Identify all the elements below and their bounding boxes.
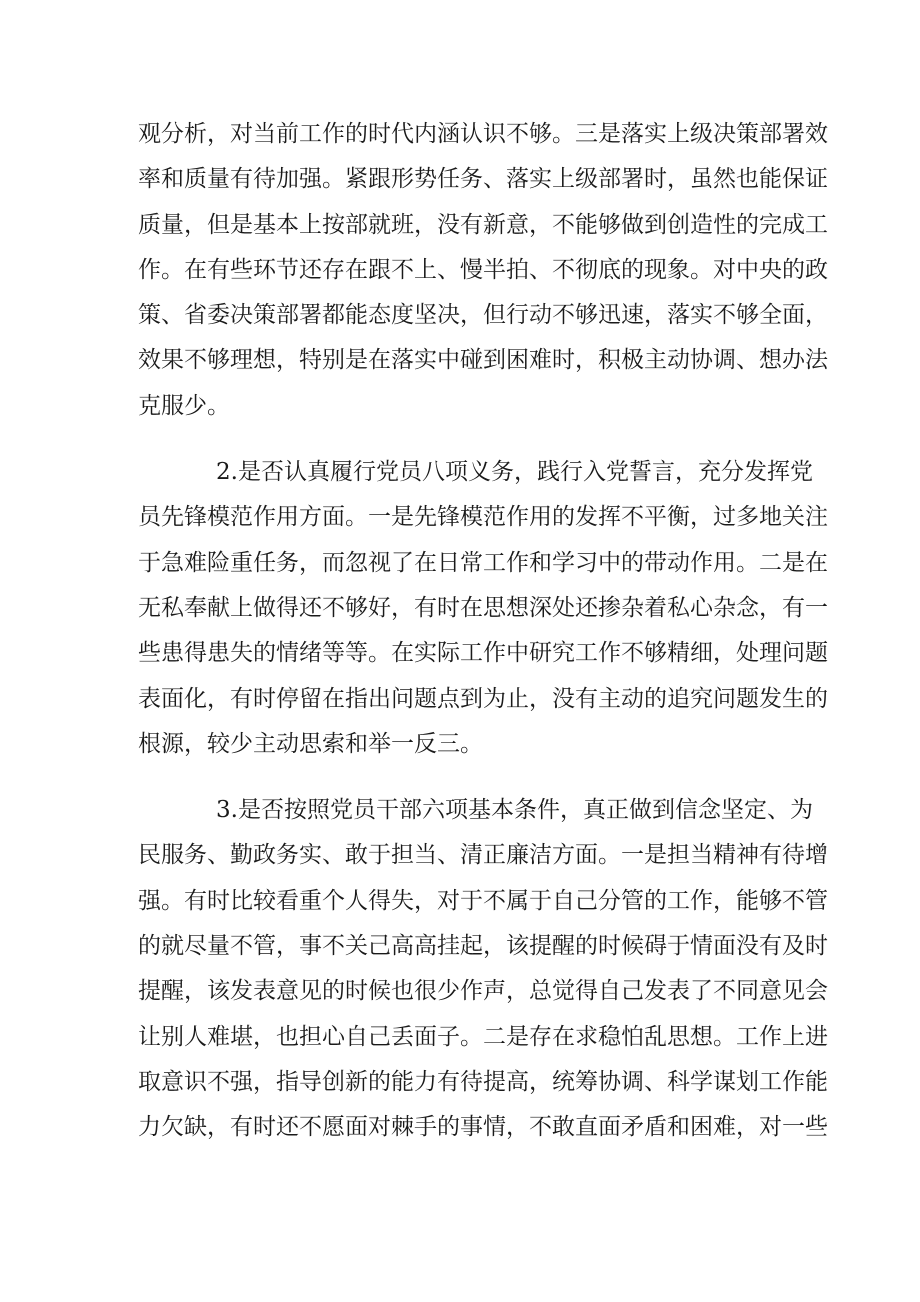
text-line: 质量，但是基本上按部就班，没有新意，不能够做到创造性的完成工: [138, 211, 828, 238]
text-line: 取意识不强，指导创新的能力有待提高，统筹协调、科学谋划工作能: [138, 1068, 828, 1095]
text-line: 策、省委决策部署都能态度坚决，但行动不够迅速，落实不够全面，: [138, 302, 828, 329]
text-line: 力欠缺，有时还不愿面对棘手的事情，不敢直面矛盾和困难，对一些: [138, 1114, 828, 1141]
text-line: 无私奉献上做得还不够好，有时在思想深处还掺杂着私心杂念，有一: [138, 594, 828, 621]
paragraph-spacer: [138, 767, 782, 788]
text-line: 员先锋模范作用方面。一是先锋模范作用的发挥不平衡，过多地关注: [138, 504, 828, 531]
paragraph-spacer: [138, 429, 782, 450]
paragraph-continued: [138, 112, 828, 429]
document-body: [138, 112, 828, 1151]
text-line: 作。在有些环节还存在跟不上、慢半拍、不彻底的现象。对中央的政: [138, 256, 828, 283]
text-line: 提醒，该发表意见的时候也很少作声，总觉得自己发表了不同意见会: [138, 978, 828, 1005]
text-line: 表面化，有时停留在指出问题点到为止，没有主动的追究问题发生的: [138, 685, 828, 712]
text-line: 强。有时比较看重个人得失，对于不属于自己分管的工作，能够不管: [138, 887, 828, 914]
text-line: 让别人难堪，也担心自己丢面子。二是存在求稳怕乱思想。工作上进: [138, 1023, 828, 1050]
text-line: 率和质量有待加强。紧跟形势任务、落实上级部署时，虽然也能保证: [138, 166, 828, 193]
text-line: 于急难险重任务，而忽视了在日常工作和学习中的带动作用。二是在: [138, 549, 828, 576]
paragraph-item-3: [138, 788, 828, 1150]
text-line: 民服务、勤政务实、敢于担当、清正廉洁方面。一是担当精神有待增: [138, 842, 828, 869]
text-line: 根源，较少主动思索和举一反三。: [138, 730, 483, 757]
text-line: 些患得患失的情绪等等。在实际工作中研究工作不够精细，处理问题: [138, 640, 828, 667]
text-line: 克服少。: [138, 392, 230, 419]
text-line: 效果不够理想，特别是在落实中碰到困难时，积极主动协调、想办法: [138, 347, 828, 374]
text-line-first: 2.是否认真履行党员八项义务，践行入党誓言，充分发挥党: [216, 459, 813, 486]
paragraph-item-2: [138, 450, 828, 767]
text-line-first: 3.是否按照党员干部六项基本条件，真正做到信念坚定、为: [216, 797, 813, 824]
text-line: 观分析，对当前工作的时代内涵认识不够。三是落实上级决策部署效: [138, 121, 828, 147]
text-line: 的就尽量不管，事不关己高高挂起，该提醒的时候碍于情面没有及时: [138, 933, 828, 960]
